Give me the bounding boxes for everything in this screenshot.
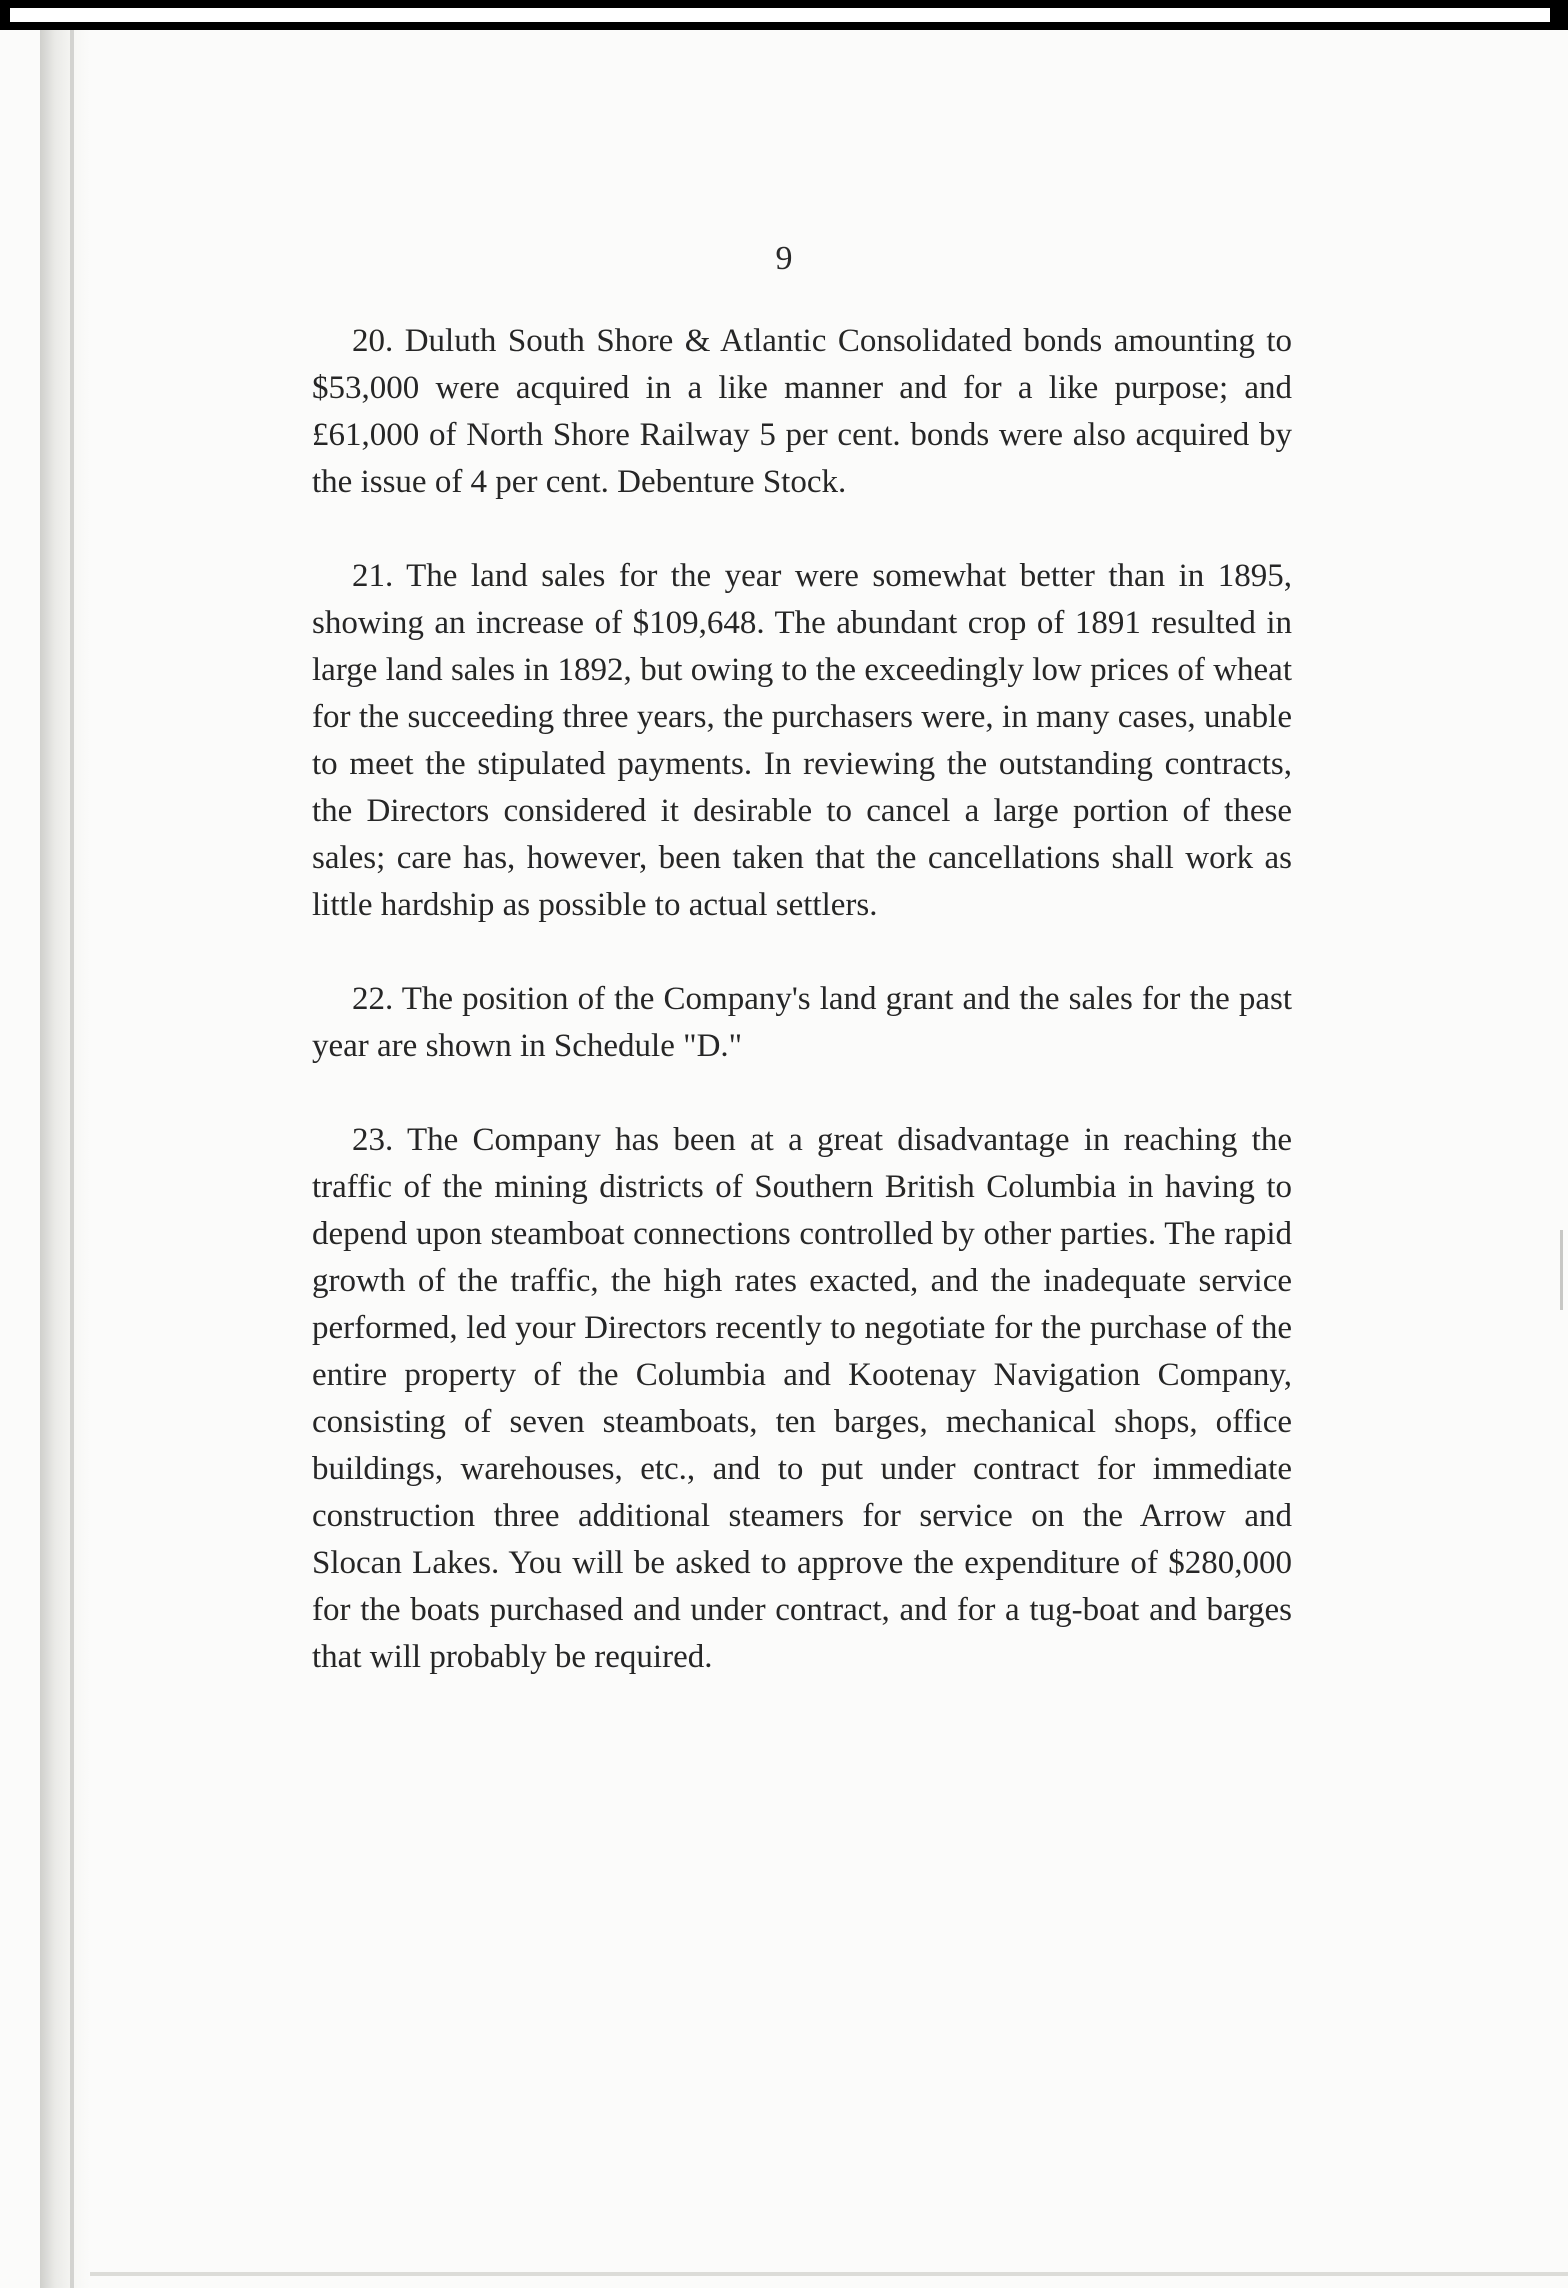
paragraph-text: Duluth South Shore & Atlantic Consolidated bonds amounting to $53,000 were acquired in a like manner and for a like purpose; and £61,000 of North Shore Railway 5 per cent. bonds were also acquired by the issue of 4 per cent. Debenture Stock.	[312, 323, 1292, 500]
paragraph-text: The position of the Company's land grant and the sales for the past year are shown in Schedule "D."	[312, 981, 1292, 1064]
page-bottom-edge	[90, 2272, 1568, 2276]
paragraph-text: The Company has been at a great disadvantage in reaching the traffic of the mining districts of Southern British Columbia in having to depend upon steamboat connections controlled by other parties. The rapid growth of the traffic, the high rates exacted, and the inadequate service performed, led your Directors recently to negotiate for the purchase of the entire property of the Columbia and Kootenay Navigation Company, consisting of seven steamboats, ten barges, mechanical shops, office buildings, warehouses, etc., and to put under contract for immediate construction three additional steamers for service on the Arrow and Slocan Lakes. You will be asked to approve the expenditure of $280,000 for the boats purchased and under contract, and for a tug-boat and barges that will probably be required.	[312, 1122, 1293, 1675]
paragraph-23	[312, 1117, 1292, 1681]
paragraph-number: 20.	[352, 323, 394, 359]
page-binding-edge	[70, 30, 74, 2288]
paragraph-text: The land sales for the year were somewhat better than in 1895, showing an increase of $109,648. The abundant crop of 1891 resulted in large land sales in 1892, but owing to the exceedingly low prices of wheat for the succeeding three years, the purchasers were, in many cases, unable to meet the stipulated payments. In reviewing the outstanding contracts, the Directors considered it desirable to cancel a large portion of these sales; care has, however, been taken that the cancellations shall work as little hardship as possible to actual settlers.	[312, 558, 1293, 923]
scan-top-border-inner	[10, 8, 1550, 22]
paragraph-number: 22.	[352, 981, 394, 1017]
text-column	[312, 318, 1292, 1728]
paragraph-number: 23.	[352, 1122, 394, 1158]
paragraph-22	[312, 976, 1292, 1070]
right-margin-mark	[1560, 1230, 1563, 1310]
paragraph-number: 21.	[352, 558, 394, 594]
page-binding-shadow	[40, 30, 90, 2288]
paragraph-20	[312, 318, 1292, 506]
paragraph-21	[312, 553, 1292, 929]
page-number: 9	[775, 240, 793, 277]
